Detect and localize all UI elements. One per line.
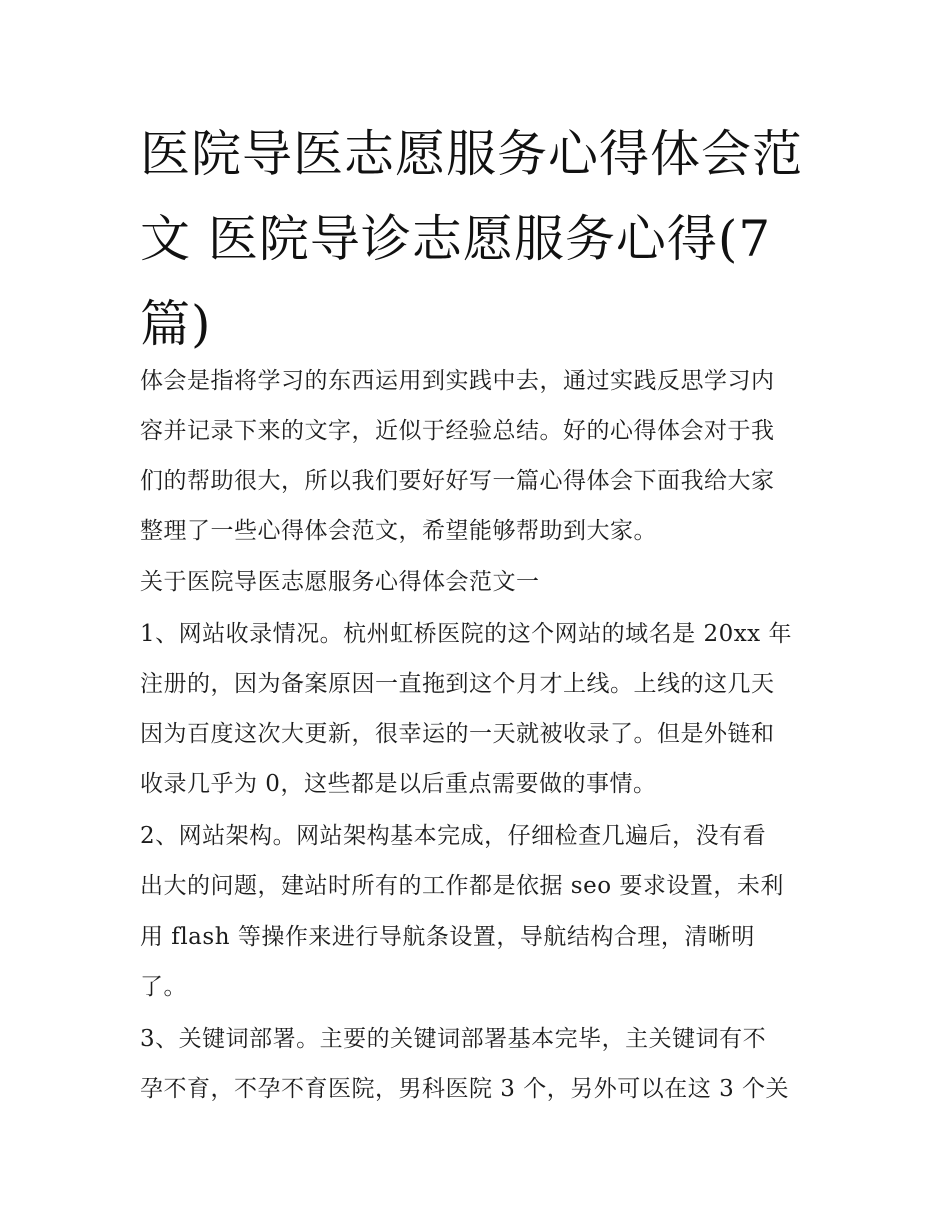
document-title: 医院导医志愿服务心得体会范文 医院导诊志愿服务心得(7篇) bbox=[140, 125, 803, 353]
item-3-line: 3、关键词部署。主要的关键词部署基本完毕，主关键词有不 bbox=[140, 1026, 767, 1052]
item-2-line: 了。 bbox=[140, 974, 187, 1000]
item-2-line: 用 flash 等操作来进行导航条设置，导航结构合理，清晰明 bbox=[140, 924, 755, 950]
intro-line: 容并记录下来的文字，近似于经验总结。好的心得体会对于我 bbox=[140, 418, 775, 444]
intro-line: 体会是指将学习的东西运用到实践中去，通过实践反思学习内 bbox=[140, 368, 775, 394]
item-2-line: 2、网站架构。网站架构基本完成，仔细检查几遍后，没有看 bbox=[140, 823, 767, 849]
item-1-line: 1、网站收录情况。杭州虹桥医院的这个网站的域名是 20xx 年 bbox=[140, 621, 792, 647]
item-1-line: 因为百度这次大更新，很幸运的一天就被收录了。但是外链和 bbox=[140, 721, 775, 747]
section-heading: 关于医院导医志愿服务心得体会范文一 bbox=[140, 569, 540, 595]
item-1-line: 注册的，因为备案原因一直拖到这个月才上线。上线的这几天 bbox=[140, 671, 775, 697]
item-1-line: 收录几乎为 0，这些都是以后重点需要做的事情。 bbox=[140, 771, 657, 797]
item-3-line: 孕不育，不孕不育医院，男科医院 3 个，另外可以在这 3 个关 bbox=[140, 1076, 790, 1102]
intro-line: 们的帮助很大，所以我们要好好写一篇心得体会下面我给大家 bbox=[140, 468, 775, 494]
item-2-line: 出大的问题，建站时所有的工作都是依据 seo 要求设置，未利 bbox=[140, 873, 784, 899]
intro-line: 整理了一些心得体会范文，希望能够帮助到大家。 bbox=[140, 518, 657, 544]
